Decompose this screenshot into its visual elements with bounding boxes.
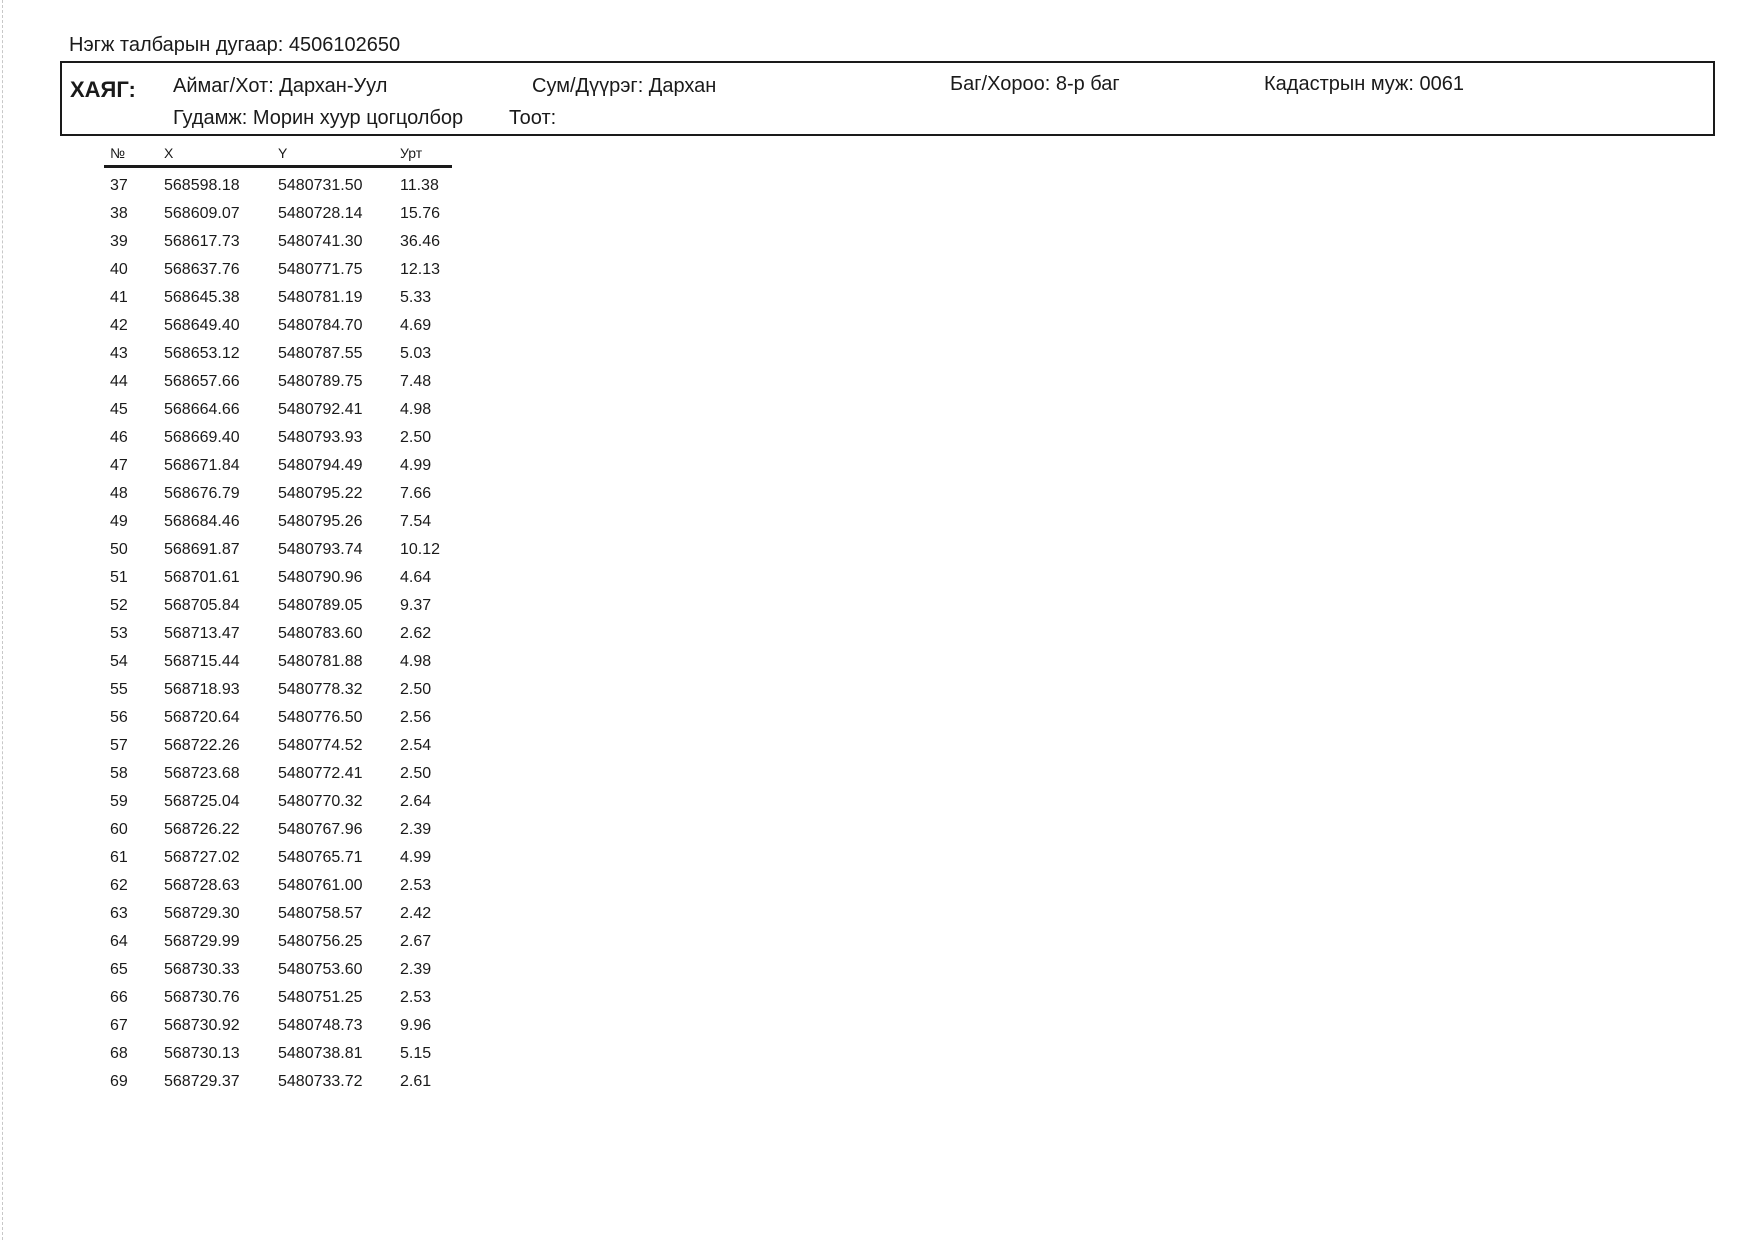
table-row <box>104 200 452 228</box>
cell-length: 4.98 <box>400 401 432 418</box>
cell-length: 2.54 <box>400 737 432 754</box>
cell-x: 568720.64 <box>164 709 240 726</box>
cell-length: 2.62 <box>400 625 432 642</box>
cell-x: 568684.46 <box>164 513 240 530</box>
cell-number: 58 <box>110 765 128 782</box>
cell-length: 2.53 <box>400 989 432 1006</box>
cell-length: 36.46 <box>400 233 441 250</box>
cell-number: 39 <box>110 233 128 250</box>
cell-number: 48 <box>110 485 128 502</box>
address-sum: Сум/Дүүрэг: Дархан <box>532 75 717 97</box>
table-row <box>104 1012 452 1040</box>
cell-number: 44 <box>110 373 128 390</box>
cell-y: 5480767.96 <box>278 821 363 838</box>
cell-number: 55 <box>110 681 128 698</box>
cell-length: 7.48 <box>400 373 432 390</box>
table-row <box>104 167 452 201</box>
table-row <box>104 284 452 312</box>
cell-x: 568718.93 <box>164 681 240 698</box>
cell-y: 5480772.41 <box>278 765 363 782</box>
cell-length: 2.53 <box>400 877 432 894</box>
cell-length: 10.12 <box>400 541 441 558</box>
cell-x: 568637.76 <box>164 261 240 278</box>
cell-x: 568729.37 <box>164 1073 240 1090</box>
cell-length: 7.54 <box>400 513 432 530</box>
cell-y: 5480776.50 <box>278 709 363 726</box>
cell-length: 2.42 <box>400 905 432 922</box>
table-row <box>104 872 452 900</box>
table-header-row <box>104 141 452 167</box>
table-row <box>104 760 452 788</box>
cell-y: 5480787.55 <box>278 345 363 362</box>
cell-y: 5480756.25 <box>278 933 363 950</box>
cell-number: 38 <box>110 205 128 222</box>
address-kadastr: Кадастрын муж: 0061 <box>1264 73 1465 95</box>
cell-x: 568671.84 <box>164 457 240 474</box>
table-row <box>104 844 452 872</box>
page-edge-line <box>2 0 3 1240</box>
cell-number: 47 <box>110 457 128 474</box>
cell-x: 568730.33 <box>164 961 240 978</box>
table-row <box>104 900 452 928</box>
cell-y: 5480792.41 <box>278 401 363 418</box>
table-row <box>104 536 452 564</box>
cell-length: 11.38 <box>400 177 439 194</box>
cell-x: 568729.99 <box>164 933 240 950</box>
cell-number: 69 <box>110 1073 128 1090</box>
cell-length: 9.37 <box>400 597 432 614</box>
cell-y: 5480789.05 <box>278 597 363 614</box>
cell-x: 568722.26 <box>164 737 240 754</box>
cell-number: 46 <box>110 429 128 446</box>
cell-y: 5480790.96 <box>278 569 363 586</box>
cell-number: 65 <box>110 961 128 978</box>
cell-x: 568730.13 <box>164 1045 240 1062</box>
cell-y: 5480741.30 <box>278 233 363 250</box>
cell-length: 9.96 <box>400 1017 432 1034</box>
cell-number: 64 <box>110 933 128 950</box>
cell-x: 568598.18 <box>164 177 240 194</box>
table-row <box>104 564 452 592</box>
cell-y: 5480758.57 <box>278 905 363 922</box>
cell-length: 15.76 <box>400 205 441 222</box>
cell-y: 5480778.32 <box>278 681 363 698</box>
cell-length: 5.15 <box>400 1045 432 1062</box>
cell-x: 568649.40 <box>164 317 240 334</box>
table-row <box>104 1068 452 1096</box>
cell-number: 68 <box>110 1045 128 1062</box>
cell-length: 12.13 <box>400 261 441 278</box>
cell-y: 5480761.00 <box>278 877 363 894</box>
cell-length: 4.69 <box>400 317 432 334</box>
cell-x: 568701.61 <box>164 569 240 586</box>
table-row <box>104 368 452 396</box>
cell-x: 568645.38 <box>164 289 240 306</box>
cell-number: 56 <box>110 709 128 726</box>
coordinate-table <box>104 141 452 1096</box>
cell-x: 568657.66 <box>164 373 240 390</box>
header-y: Y <box>278 141 400 167</box>
cell-x: 568728.63 <box>164 877 240 894</box>
cell-y: 5480784.70 <box>278 317 363 334</box>
table-row <box>104 452 452 480</box>
table-row <box>104 256 452 284</box>
table-row <box>104 984 452 1012</box>
cell-y: 5480795.22 <box>278 485 363 502</box>
table-row <box>104 312 452 340</box>
cell-length: 2.39 <box>400 821 432 838</box>
table-row <box>104 620 452 648</box>
cell-y: 5480783.60 <box>278 625 363 642</box>
cell-number: 40 <box>110 261 128 278</box>
table-row <box>104 928 452 956</box>
cell-length: 2.56 <box>400 709 432 726</box>
cell-length: 2.64 <box>400 793 432 810</box>
cell-number: 62 <box>110 877 128 894</box>
cell-number: 51 <box>110 569 128 586</box>
cell-x: 568729.30 <box>164 905 240 922</box>
cell-y: 5480774.52 <box>278 737 363 754</box>
cell-y: 5480793.93 <box>278 429 363 446</box>
cell-y: 5480733.72 <box>278 1073 363 1090</box>
cell-y: 5480781.88 <box>278 653 363 670</box>
cell-length: 2.61 <box>400 1073 432 1090</box>
table-row <box>104 340 452 368</box>
address-toot: Тоот: <box>509 107 557 129</box>
cell-x: 568715.44 <box>164 653 240 670</box>
table-row <box>104 508 452 536</box>
cell-x: 568730.76 <box>164 989 240 1006</box>
table-row <box>104 732 452 760</box>
cell-length: 4.99 <box>400 849 432 866</box>
cell-x: 568609.07 <box>164 205 240 222</box>
cell-number: 42 <box>110 317 128 334</box>
cell-y: 5480728.14 <box>278 205 363 222</box>
table-body <box>104 167 452 1097</box>
cell-x: 568617.73 <box>164 233 240 250</box>
cell-number: 41 <box>110 289 128 306</box>
table-row <box>104 956 452 984</box>
cell-number: 61 <box>110 849 128 866</box>
cell-number: 50 <box>110 541 128 558</box>
table-row <box>104 816 452 844</box>
cell-length: 7.66 <box>400 485 432 502</box>
cell-x: 568669.40 <box>164 429 240 446</box>
cell-y: 5480793.74 <box>278 541 363 558</box>
cell-length: 2.50 <box>400 681 432 698</box>
cell-length: 2.67 <box>400 933 432 950</box>
table-row <box>104 396 452 424</box>
table-row <box>104 704 452 732</box>
cell-y: 5480794.49 <box>278 457 363 474</box>
cell-length: 5.03 <box>400 345 432 362</box>
cell-number: 45 <box>110 401 128 418</box>
table-row <box>104 592 452 620</box>
table-row <box>104 424 452 452</box>
header-x: X <box>164 141 278 167</box>
cell-x: 568705.84 <box>164 597 240 614</box>
cell-y: 5480738.81 <box>278 1045 363 1062</box>
table-row <box>104 788 452 816</box>
cell-length: 2.39 <box>400 961 432 978</box>
address-heading: ХАЯГ: <box>70 77 136 102</box>
cell-number: 54 <box>110 653 128 670</box>
cell-y: 5480753.60 <box>278 961 363 978</box>
cell-number: 63 <box>110 905 128 922</box>
cell-x: 568725.04 <box>164 793 240 810</box>
address-box <box>60 61 1715 136</box>
cell-x: 568691.87 <box>164 541 240 558</box>
cell-x: 568676.79 <box>164 485 240 502</box>
cell-number: 59 <box>110 793 128 810</box>
cell-number: 60 <box>110 821 128 838</box>
cell-y: 5480771.75 <box>278 261 363 278</box>
cell-y: 5480731.50 <box>278 177 363 194</box>
cell-length: 4.98 <box>400 653 432 670</box>
cell-y: 5480748.73 <box>278 1017 363 1034</box>
cell-x: 568727.02 <box>164 849 240 866</box>
cell-length: 4.64 <box>400 569 432 586</box>
cell-y: 5480770.32 <box>278 793 363 810</box>
address-bag: Баг/Хороо: 8-р баг <box>950 73 1120 95</box>
cell-x: 568713.47 <box>164 625 240 642</box>
cell-number: 66 <box>110 989 128 1006</box>
cell-number: 37 <box>110 177 128 194</box>
cell-number: 43 <box>110 345 128 362</box>
cell-x: 568664.66 <box>164 401 240 418</box>
cell-length: 2.50 <box>400 429 432 446</box>
cell-length: 5.33 <box>400 289 432 306</box>
cell-number: 52 <box>110 597 128 614</box>
cell-x: 568723.68 <box>164 765 240 782</box>
cell-number: 57 <box>110 737 128 754</box>
table-row <box>104 676 452 704</box>
header-length: Урт <box>400 141 452 167</box>
cell-length: 2.50 <box>400 765 432 782</box>
cell-x: 568726.22 <box>164 821 240 838</box>
table-row <box>104 648 452 676</box>
table-row <box>104 228 452 256</box>
cell-y: 5480765.71 <box>278 849 363 866</box>
cell-x: 568730.92 <box>164 1017 240 1034</box>
cell-length: 4.99 <box>400 457 432 474</box>
cell-number: 49 <box>110 513 128 530</box>
cell-y: 5480781.19 <box>278 289 363 306</box>
cell-number: 53 <box>110 625 128 642</box>
cell-y: 5480795.26 <box>278 513 363 530</box>
cell-y: 5480789.75 <box>278 373 363 390</box>
header-number: № <box>104 141 164 167</box>
table-row <box>104 1040 452 1068</box>
table-row <box>104 480 452 508</box>
address-gudamj: Гудамж: Морин хуур цогцолбор <box>173 107 464 129</box>
address-aimag: Аймаг/Хот: Дархан-Уул <box>173 75 388 97</box>
parcel-number: Нэгж талбарын дугаар: 4506102650 <box>69 34 401 56</box>
cell-y: 5480751.25 <box>278 989 363 1006</box>
cell-x: 568653.12 <box>164 345 240 362</box>
cell-number: 67 <box>110 1017 128 1034</box>
